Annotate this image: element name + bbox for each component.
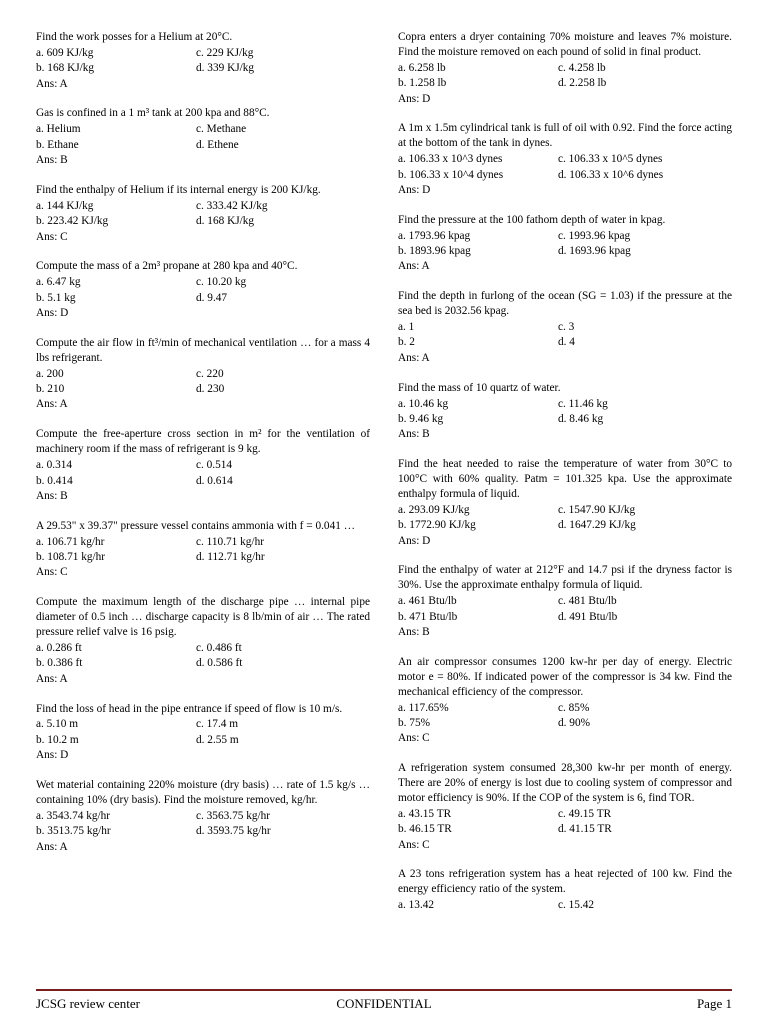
choice-grid — [398, 397, 732, 428]
choice-option[interactable]: d. 90% — [558, 716, 591, 729]
choice-option[interactable]: a. Helium — [36, 123, 81, 136]
question-stem: Find the work posses for a Helium at 20°C. — [36, 31, 233, 43]
choice-option[interactable]: c. 481 Btu/lb — [558, 595, 617, 608]
choice-grid — [398, 152, 732, 183]
question-stem: A refrigeration system consumed 28,300 kw-hr per month of energy. There are 20% of energy is lost due to cooling system of compressor and motor efficiency is 90%. If the COP of the system is 6, find TOR. — [398, 762, 732, 804]
question-block — [36, 702, 370, 764]
answer-line: Ans: A — [398, 351, 430, 364]
question-block — [36, 30, 370, 92]
question-stem: A 1m x 1.5m cylindrical tank is full of oil with 0.92. Find the force acting at the bottom of the tank in dynes. — [398, 122, 732, 150]
question-stem: Gas is confined in a 1 m³ tank at 200 kpa and 88°C. — [36, 107, 270, 120]
choice-option[interactable]: b. Ethane — [36, 138, 79, 151]
left-column — [36, 30, 370, 960]
answer-line: Ans: C — [36, 566, 68, 579]
choice-option[interactable]: b. 210 — [36, 383, 65, 396]
choice-option[interactable]: b. 3513.75 kg/hr — [36, 825, 111, 838]
answer-line: Ans: D — [398, 92, 431, 105]
choice-option[interactable]: b. 168 KJ/kg — [36, 62, 95, 75]
answer-line: Ans: D — [36, 307, 69, 320]
choice-option[interactable]: a. 106.33 x 10^3 dynes — [398, 153, 503, 166]
choice-grid — [36, 122, 370, 153]
choice-option[interactable]: a. 144 KJ/kg — [36, 199, 94, 212]
question-stem: A 29.53" x 39.37" pressure vessel contains ammonia with f = 0.041 … — [36, 519, 355, 532]
choice-option[interactable]: d. 491 Btu/lb — [558, 610, 618, 623]
choice-option[interactable]: a. 106.71 kg/hr — [36, 535, 105, 548]
question-block — [398, 289, 732, 366]
choice-option[interactable]: c. 4.258 lb — [558, 61, 606, 74]
answer-line: Ans: D — [398, 183, 431, 196]
footer-left-text: JCSG review center — [36, 996, 140, 1011]
answer-line: Ans: A — [36, 840, 68, 853]
question-stem: Find the depth in furlong of the ocean (SG = 1.03) if the pressure at the sea bed is 2032.56 kpag. — [398, 290, 732, 318]
choice-grid — [398, 61, 732, 92]
question-stem: Compute the mass of a 2m³ propane at 280 kpa and 40°C. — [36, 260, 298, 273]
choice-option[interactable]: d. 0.586 ft — [196, 657, 243, 670]
question-stem: An air compressor consumes 1200 kw-hr per day of energy. Electric motor e = 80%. If indicated power of the compressor is 34 kw. Find the mechanical efficiency of the compressor. — [398, 655, 732, 698]
choice-option[interactable]: b. 0.386 ft — [36, 657, 83, 670]
question-block — [36, 336, 370, 413]
choice-option[interactable]: a. 461 Btu/lb — [398, 595, 457, 608]
choice-option[interactable]: d. 1647.29 KJ/kg — [558, 519, 636, 532]
choice-grid — [36, 458, 370, 489]
choice-grid — [36, 535, 370, 566]
question-stem: Compute the free-aperture cross section in m² for the ventilation of machinery room if the mass of refrigerant is 9 kg. — [36, 428, 370, 456]
choice-option[interactable]: d. 0.614 — [196, 474, 233, 487]
choice-option[interactable]: b. 46.15 TR — [398, 823, 452, 836]
choice-option[interactable]: a. 1 — [398, 321, 415, 334]
choice-option[interactable]: a. 200 — [36, 367, 64, 380]
answer-line: Ans: A — [398, 260, 430, 273]
question-block — [398, 457, 732, 549]
choice-option[interactable]: c. 49.15 TR — [558, 807, 612, 820]
choice-option[interactable]: b. 0.414 — [36, 474, 73, 487]
choice-grid — [36, 367, 370, 398]
answer-line: Ans: A — [36, 77, 68, 90]
choice-option[interactable]: c. 15.42 — [558, 899, 595, 912]
choice-option[interactable]: d. 2.258 lb — [558, 77, 607, 90]
answer-line: Ans: C — [398, 732, 430, 745]
choice-grid — [398, 503, 732, 534]
question-stem: Find the heat needed to raise the temperature of water from 30°C to 100°C with 60% quality. Patm = 101.325 kpa. Use the approximate enthalpy formula of liquid. — [398, 458, 732, 500]
question-block — [398, 655, 732, 747]
choice-option[interactable]: a. 293.09 KJ/kg — [398, 503, 470, 516]
right-column — [398, 30, 732, 960]
answer-line: Ans: B — [398, 625, 430, 638]
choice-grid — [36, 809, 370, 840]
question-block — [36, 106, 370, 168]
choice-option[interactable]: b. 75% — [398, 716, 431, 729]
question-stem: A 23 tons refrigeration system has a heat rejected of 100 kw. Find the energy efficiency ratio of the system. — [398, 868, 732, 896]
choice-grid — [36, 275, 370, 306]
choice-grid — [398, 701, 732, 732]
choice-option[interactable]: c. 0.514 — [196, 459, 233, 472]
answer-line: Ans: D — [398, 534, 431, 547]
question-stem: Wet material containing 220% moisture (dry basis) … rate of 1.5 kg/s … containing 10% (dry basis). Find the moisture removed, kg/hr. — [36, 778, 370, 806]
two-column-body — [36, 30, 732, 960]
choice-option[interactable]: b. 108.71 kg/hr — [36, 550, 106, 563]
choice-option[interactable]: a. 0.286 ft — [36, 641, 82, 654]
question-block — [36, 519, 370, 581]
choice-option[interactable]: c. 10.20 kg — [196, 276, 247, 289]
choice-option[interactable]: d. 339 KJ/kg — [196, 62, 255, 75]
choice-option[interactable]: b. 9.46 kg — [398, 412, 444, 425]
choice-option[interactable]: d. 41.15 TR — [558, 823, 612, 836]
choice-option[interactable]: d. 1693.96 kpag — [558, 245, 631, 258]
choice-option[interactable]: c. 3563.75 kg/hr — [196, 809, 271, 822]
choice-option[interactable]: b. 1.258 lb — [398, 77, 447, 90]
choice-option[interactable]: a. 609 KJ/kg — [36, 46, 94, 59]
choice-option[interactable]: b. 2 — [398, 336, 415, 349]
choice-option[interactable]: a. 1793.96 kpag — [398, 229, 471, 242]
choice-option[interactable]: c. 85% — [558, 701, 590, 714]
answer-line: Ans: C — [398, 838, 430, 851]
choice-option[interactable]: a. 6.258 lb — [398, 61, 446, 74]
choice-option[interactable]: c. 0.486 ft — [196, 641, 242, 654]
question-stem: Compute the maximum length of the discharge pipe … internal pipe diameter of 0.5 inch … discharge capacity is 8 lb/min of air … The rated pressure relief valve is 16 psig. — [36, 596, 370, 639]
answer-line: Ans: A — [36, 672, 68, 685]
choice-grid — [398, 229, 732, 260]
choice-option[interactable]: c. 17.4 m — [196, 718, 239, 731]
choice-grid — [36, 46, 370, 77]
question-block — [398, 381, 732, 443]
choice-option[interactable]: d. 106.33 x 10^6 dynes — [558, 168, 664, 181]
question-stem: Find the mass of 10 quartz of water. — [398, 381, 561, 394]
choice-option[interactable]: c. 106.33 x 10^5 dynes — [558, 153, 663, 166]
choice-grid — [36, 641, 370, 672]
choice-option[interactable]: b. 5.1 kg — [36, 291, 76, 304]
question-stem: Find the enthalpy of Helium if its internal energy is 200 KJ/kg. — [36, 183, 321, 196]
choice-grid — [36, 717, 370, 748]
answer-line: Ans: D — [36, 749, 69, 762]
question-block — [36, 595, 370, 687]
choice-grid — [398, 807, 732, 838]
choice-option[interactable]: c. 3 — [558, 321, 575, 334]
choice-option[interactable]: c. 1993.96 kpag — [558, 229, 631, 242]
choice-grid — [398, 594, 732, 625]
question-block — [36, 778, 370, 855]
choice-option[interactable]: a. 6.47 kg — [36, 276, 81, 289]
choice-option[interactable]: d. 8.46 kg — [558, 412, 604, 425]
choice-option[interactable]: b. 106.33 x 10^4 dynes — [398, 168, 504, 181]
choice-option[interactable]: d. 112.71 kg/hr — [196, 550, 265, 563]
choice-option[interactable]: d. Ethene — [196, 138, 239, 151]
question-stem: Find the enthalpy of water at 212°F and 14.7 psi if the dryness factor is 30%. Use the approximate enthalpy formula of liquid. — [398, 564, 732, 592]
choice-option[interactable]: d. 230 — [196, 383, 225, 396]
choice-option[interactable]: d. 9.47 — [196, 291, 228, 304]
question-block — [36, 259, 370, 321]
choice-option[interactable]: a. 43.15 TR — [398, 807, 452, 820]
choice-option[interactable]: a. 117.65% — [398, 701, 449, 714]
choice-grid — [398, 898, 732, 913]
answer-line: Ans: C — [36, 230, 68, 243]
choice-option[interactable]: d. 168 KJ/kg — [196, 215, 255, 228]
question-block — [398, 563, 732, 640]
choice-option[interactable]: a. 10.46 kg — [398, 397, 449, 410]
question-stem: Find the pressure at the 100 fathom depth of water in kpag. — [398, 213, 666, 226]
choice-option[interactable]: c. 11.46 kg — [558, 397, 608, 410]
choice-option[interactable]: b. 1893.96 kpag — [398, 245, 471, 258]
question-block — [398, 213, 732, 275]
question-block — [36, 183, 370, 245]
question-block — [398, 30, 732, 107]
question-stem: Find the loss of head in the pipe entrance if speed of flow is 10 m/s. — [36, 702, 343, 715]
answer-line: Ans: A — [36, 398, 68, 411]
answer-line: Ans: B — [398, 428, 430, 441]
question-block — [398, 121, 732, 198]
question-stem: Copra enters a dryer containing 70% moisture and leaves 7% moisture. Find the moisture removed on each pound of solid in final product. — [398, 31, 732, 58]
choice-option[interactable]: c. 110.71 kg/hr — [196, 535, 264, 548]
choice-option[interactable]: c. 1547.90 KJ/kg — [558, 503, 636, 516]
choice-option[interactable]: c. Methane — [196, 123, 247, 136]
question-stem: Compute the air flow in ft³/min of mechanical ventilation … for a mass 4 lbs refrigerant. — [36, 336, 370, 364]
choice-grid — [36, 199, 370, 230]
question-block — [398, 761, 732, 853]
answer-line: Ans: B — [36, 489, 68, 502]
choice-option[interactable]: a. 13.42 — [398, 899, 435, 912]
footer-page-number: Page 1 — [696, 996, 732, 1011]
choice-option[interactable]: b. 223.42 KJ/kg — [36, 215, 109, 228]
choice-option[interactable]: d. 3593.75 kg/hr — [196, 825, 271, 838]
choice-option[interactable]: a. 0.314 — [36, 459, 73, 472]
answer-line: Ans: B — [36, 154, 68, 167]
choice-option[interactable]: a. 5.10 m — [36, 718, 79, 731]
choice-option[interactable]: c. 220 — [196, 367, 224, 380]
choice-option[interactable]: d. 4 — [558, 336, 575, 349]
footer-center-text: CONFIDENTIAL — [336, 996, 432, 1011]
choice-option[interactable]: b. 10.2 m — [36, 733, 79, 746]
question-block — [36, 427, 370, 504]
choice-option[interactable]: c. 229 KJ/kg — [196, 46, 254, 59]
question-block — [398, 867, 732, 913]
choice-option[interactable]: b. 1772.90 KJ/kg — [398, 519, 476, 532]
choice-option[interactable]: b. 471 Btu/lb — [398, 610, 458, 623]
choice-grid — [398, 320, 732, 351]
choice-option[interactable]: d. 2.55 m — [196, 733, 239, 746]
choice-option[interactable]: a. 3543.74 kg/hr — [36, 809, 111, 822]
page-footer — [36, 989, 732, 1012]
choice-option[interactable]: c. 333.42 KJ/kg — [196, 199, 268, 212]
